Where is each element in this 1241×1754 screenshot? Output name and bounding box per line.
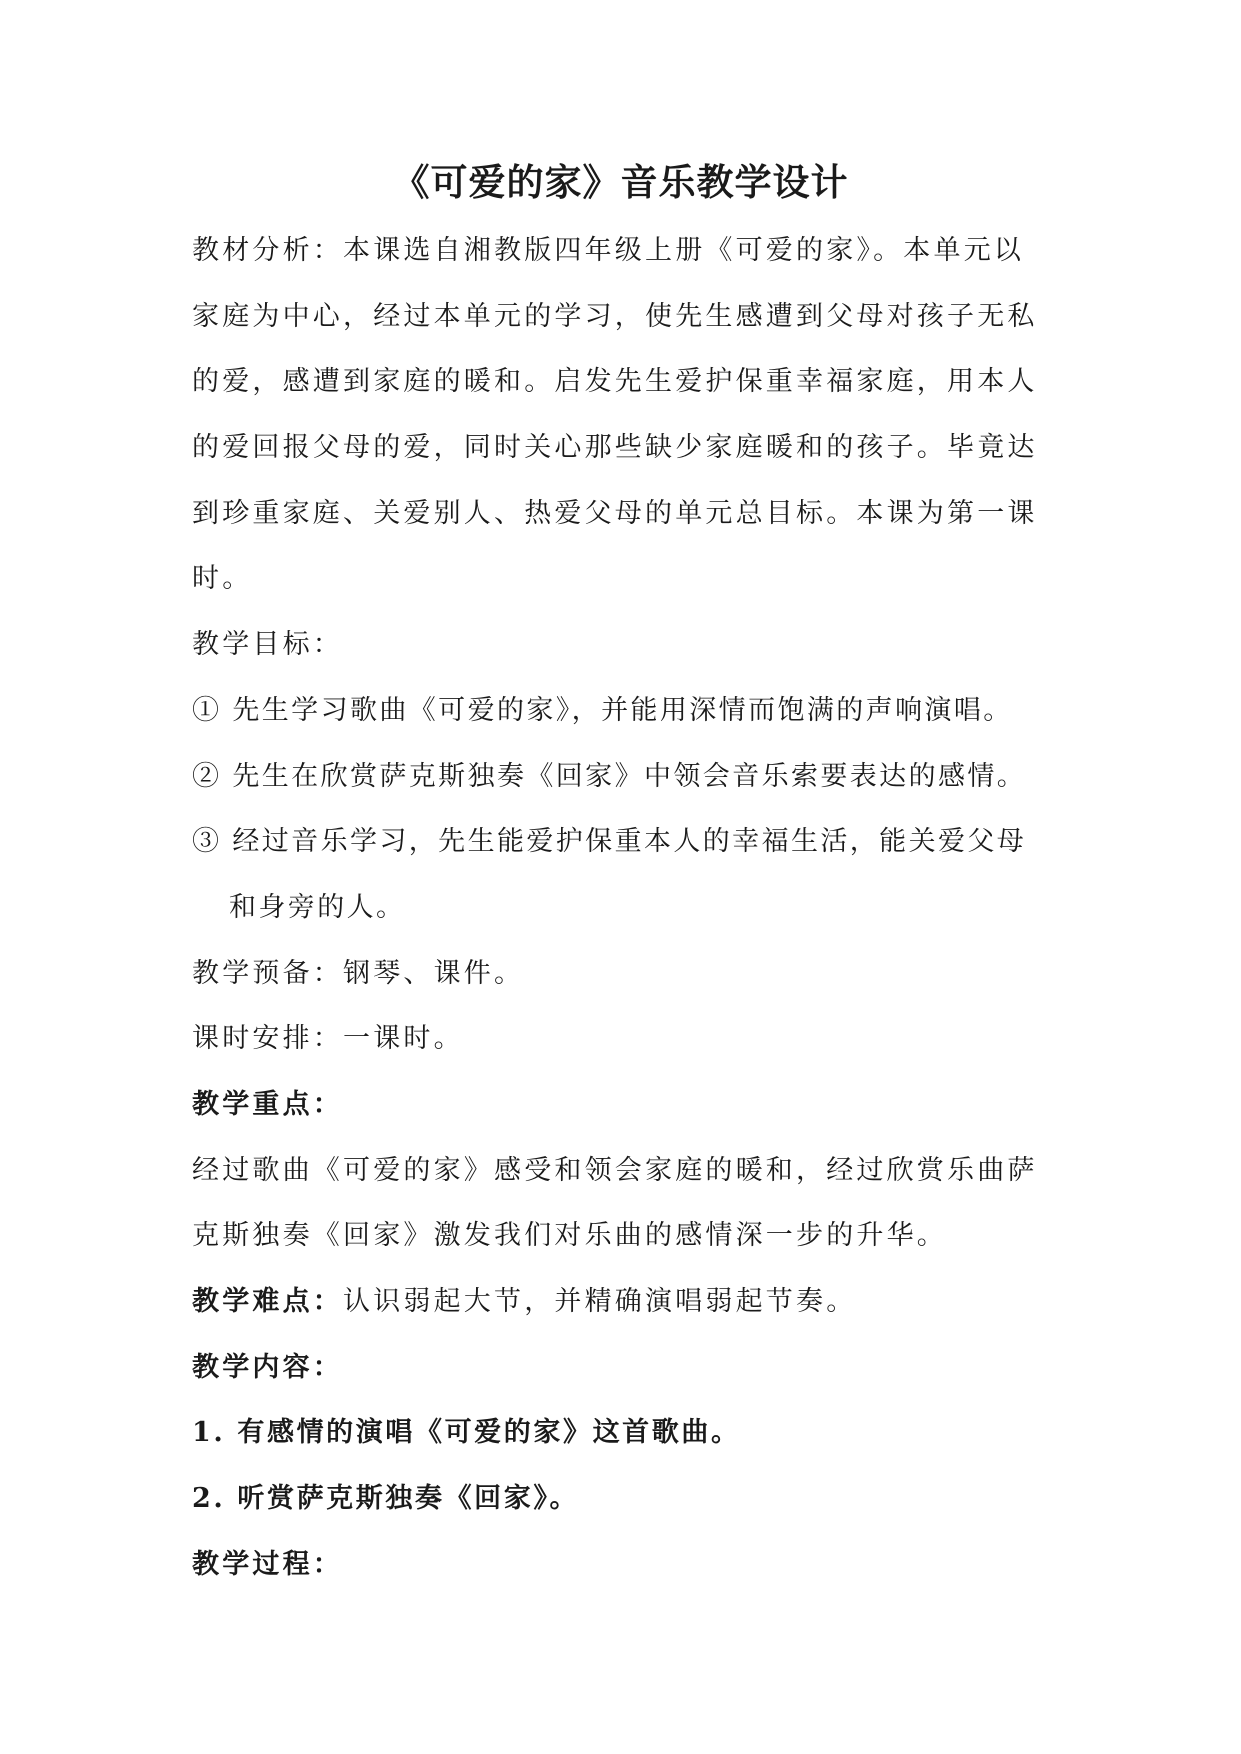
analysis-line-1: 教材分析：本课选自湘教版四年级上册《可爱的家》。本单元以: [192, 235, 1025, 266]
key-points-heading: 教学重点：: [192, 1088, 343, 1120]
objective-item-2: ② 先生在欣赏萨克斯独奏《回家》中领会音乐索要表达的感情。: [192, 760, 1027, 792]
objective-item-3: ③ 经过音乐学习，先生能爱护保重本人的幸福生活，能关爱父母: [192, 826, 1027, 858]
analysis-line-5: 到珍重家庭、关爱别人、热爱父母的单元总目标。本课为第一课: [192, 497, 1038, 529]
difficulty-line: [192, 1278, 1072, 1344]
process-heading: 教学过程：: [192, 1548, 343, 1580]
content-section: [192, 1344, 1072, 1541]
difficulty-text: 认识弱起大节，并精确演唱弱起节奏。: [343, 1286, 857, 1317]
analysis-line-3: 的爱，感遭到家庭的暖和。启发先生爱护保重幸福家庭，用本人: [192, 366, 1038, 398]
difficulty-label: 教学难点：: [192, 1286, 343, 1317]
key-points-section: [192, 1081, 1072, 1278]
analysis-line-2: 家庭为中心，经过本单元的学习，使先生感遭到父母对孩子无私: [192, 300, 1038, 332]
objective-item-1: ① 先生学习歌曲《可爱的家》，并能用深情而饱满的声响演唱。: [192, 694, 1013, 726]
content-item-2: 2. 听赏萨克斯独奏《回家》。: [192, 1483, 580, 1515]
objectives-heading: 教学目标：: [192, 629, 343, 661]
preparation-line: 教学预备：钢琴、课件。: [192, 957, 525, 989]
objective-item-3-continued: 和身旁的人。: [229, 891, 406, 923]
objectives-section: [192, 621, 1072, 949]
analysis-line-4: 的爱回报父母的爱，同时关心那些缺少家庭暖和的孩子。毕竟达: [192, 432, 1038, 464]
analysis-line-6: 时。: [192, 563, 253, 595]
schedule-line: 课时安排：一课时。: [192, 1023, 464, 1055]
content-heading: 教学内容：: [192, 1351, 343, 1383]
key-points-line-1: 经过歌曲《可爱的家》感受和领会家庭的暖和，经过欣赏乐曲萨: [192, 1154, 1038, 1186]
analysis-paragraph: [192, 227, 1072, 621]
content-item-1: 1. 有感情的演唱《可爱的家》这首歌曲。: [192, 1417, 741, 1449]
document-body: [192, 227, 1072, 1606]
document-title: 《可爱的家》音乐教学设计: [392, 160, 849, 204]
key-points-line-2: 克斯独奏《回家》激发我们对乐曲的感情深一步的升华。: [192, 1220, 947, 1252]
